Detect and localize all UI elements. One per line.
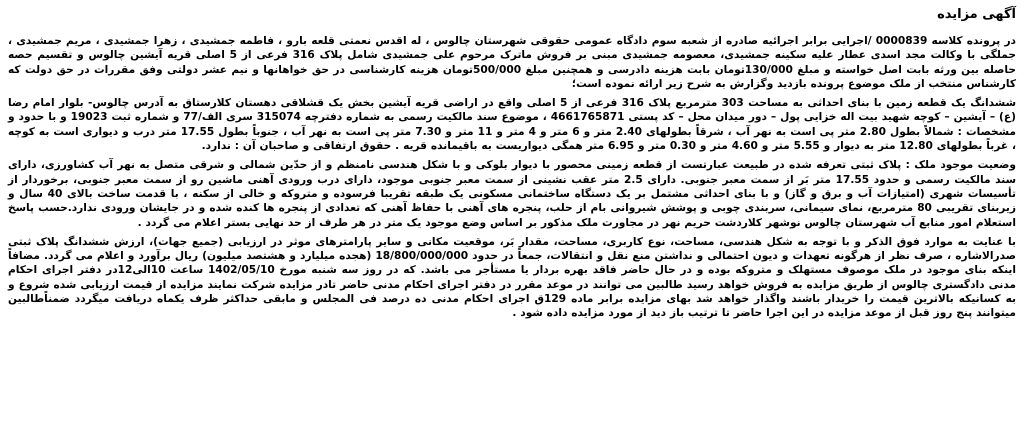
notice-paragraph-case: در پرونده کلاسه 0000839 /اجرایی برابر اجرائیه صادره از شعبه سوم دادگاه عمومی حقوقی شهرستان چالوس ، له اقدس نعمتی قلعه بارو ، فاطمه جمشیدی ، زهرا جمشیدی ، مریم جمشیدی ، جملگی با وکالت مجد اسدی عطار علیه سکینه جمشیدی، معصومه جمشیدی مبنی بر فروش ماترک مرحوم علی جمشیدی شامل پلاک 316 فرعی از 5 اصلی قریه آیشین چالوس و تقسیم حصه حاصله بین ورثه بابت اصل خواسته و مبلغ 130/000تومان بابت هزینه دادرسی و همچنین مبلغ 500/000تومان هزینه کارشناسی در حق خواهانها و نیم عشر دولتی وفق مقررات در حق دولت که کارشناس منتخب از ملک موضوع پرونده بازدید وگزارش به شرح زیر ارائه نموده است؛ [8, 35, 1016, 90]
notice-paragraph-valuation: با عنایت به موارد فوق الذکر و با توجه به شکل هندسی، مساحت، نوع کاربری، مساحت، مقدار بَر، موقعیت مکانی و سایر پارامترهای موثر در ارزیابی (جمیع جهات)، ارزش ششدانگ پلاک ثبتی صدرالاشاره ، صرف نظر از هرگونه تعهدات و دیون احتمالی و نداشتن منع نقل و انتقالات، جمعاً در حدود 18/800/000/000 (هجده میلیارد و هشتصد میلیون) ریال برآورد و اعلام می گردد. مضافاً اینکه بنای موجود در ملک موصوف مستهلک و متروکه بوده و در حال حاضر فاقد بهره بردار یا مستأجر می باشد. که در روز سه شنبه مورخ 1402/05/10 ساعت 10الی12در دفتر اجرای احکام مدنی دادگستری چالوس از طریق مزایده به فروش خواهد رسید طالبین می توانند در موعد مقرر در دفتر اجرای احکام مدنی حاضر تادر مزایده شرکت نمایند مزایده از قیمت ارزیابی شده شروع و به کسانیکه بالاترین قیمت را خریدار باشند واگذار خواهد شد بهای مزایده برابر ماده 129ق اجرای احکام مدنی ده درصد فی المجلس و مابقی حداکثر ظرف یکماه دریافت میگردد ضمناًطالبین میتوانند پنج روز قبل از موعد مزایده در این اجرا حاضر تا ترتیب باز دید از مورد مزایده داده شود . [8, 235, 1017, 320]
notice-title: آگهی مزایده [937, 7, 1016, 22]
notice-paragraph-property: ششدانگ یک قطعه زمین با بنای احداثی به مساحت 303 مترمربع پلاک 316 فرعی از 5 اصلی واقع در اراضی قریه آیشین بخش یک قشلاقی دهستان کلارستاق به آدرس چالوس- بلوار امام رضا (ع) – آیشین – کوچه شهید بیت اله خزایی پول – دور میدان محل – کد پستی 4661765871 ، موضوع سند مالکیت رسمی به شماره دفترچه 315074 سری الف/77 و شماره ثبت 19023 و با حدود و مشخصات : شمالاً بطول 2.80 متر پی است به نهر آب ، شرقاً بطولهای 2.40 متر و 6 متر و 4 متر و 11 متر و 7.30 متر پی است به نهر آب ، جنوباً بطول 17.55 متر درب و دیواری است به کوچه ، غرباً بطولهای 12.80 متر به دیوار و 5.55 متر و 4.60 متر و 0.30 متر و 6.95 متر همگی دیواریست به باقیمانده قریه . حقوق ارتفاقی و صاحبان آن : ندارد. [8, 97, 1016, 153]
notice-paragraph-condition: وضعیت موجود ملک : پلاک ثبتی تعرفه شده در طبیعت عبارتست از قطعه زمینی محصور با دیوار بلوکی و با شکل هندسی نامنظم و از حدّین شمالی و شرقی متصل به نهر آب کشاورزی، دارای سند مالکیت رسمی و حدود 17.55 متر بَر از سمت معبر جنوبی. دارای 2.5 متر عقب نشینی از سمت معبر جنوبی موجود، دارای درب ورودی آهنی ماشین رو از سمت معبر جنوبی، برخوردار از تأسیسات شهری (امتیازات آب و برق و گاز) و با بنای احداثی مشتمل بر یک دستگاه ساختمانی مسکونی یک طبقه تقریبا فرسوده و متروکه و خالی از سکنه ، با قدمت ساخت بالای 40 سال و زیربنای تقریبی 80 مترمربع، نمای سیمانی، سربندی چوبی و پوشش شیروانی بام از حلب، پنجره های آهنی با حفاظ آهنی که تعدادی از پنجره ها کنده شده و در جایشان ورودی ندارد.حسب پاسخ استعلام امور منابع آب شهرستان چالوس نوشهر کلاردشت حریم نهر در مجاورت ملک مذکور بر اساس وضع موجود یک متر در هر طرف از حد نهایی بستر اعلام می گردد . [8, 159, 1016, 229]
